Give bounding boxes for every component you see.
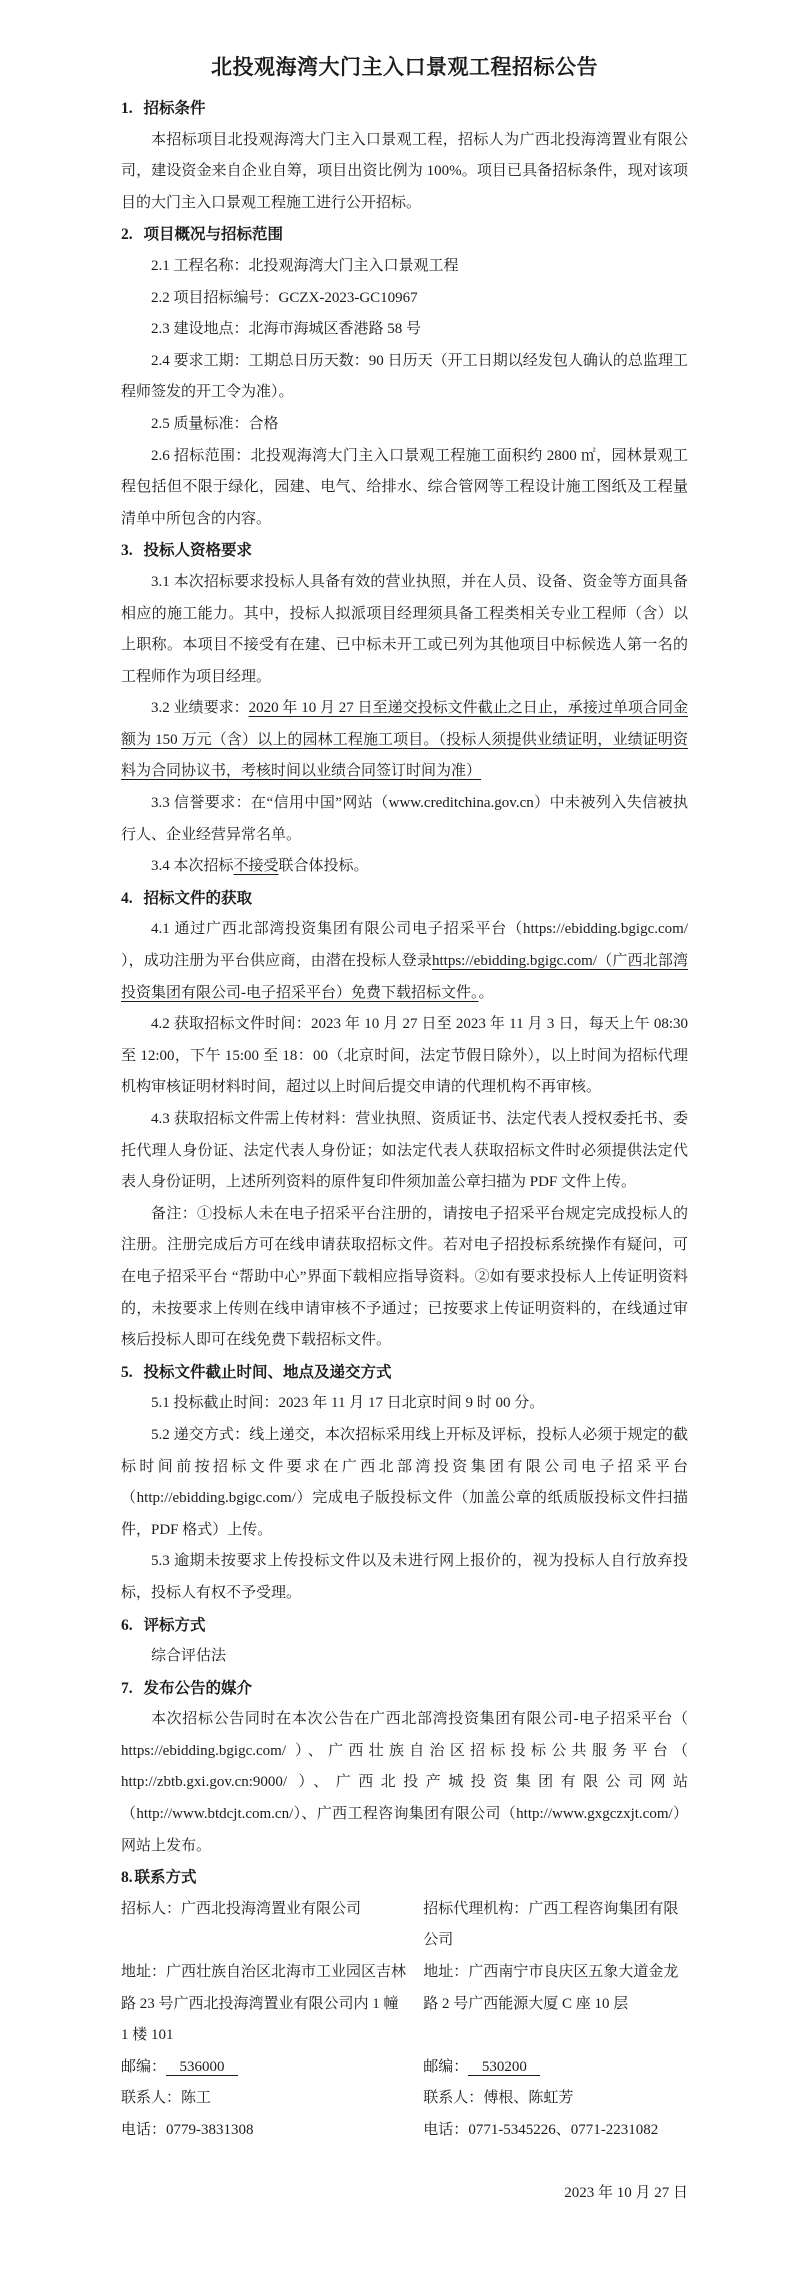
paragraph	[121, 314, 688, 346]
text-run: 2.5 质量标准：合格	[151, 415, 279, 432]
text-run: 。	[478, 984, 494, 1001]
section-heading-7	[121, 1673, 688, 1705]
paragraph	[121, 1641, 688, 1673]
paragraph	[121, 1704, 688, 1862]
text-run: 2.4 要求工期：工期总日历天数：90 日历天（开工日期以经发包人确认的总监理工程师签发的开工令为准）。	[121, 352, 688, 401]
contact-cell-left	[121, 2052, 423, 2084]
text-run: 本次招标公告同时在本次公告在广西北部湾投资集团有限公司-电子招采平台（ https://ebidding.bgigc.com/ ）、广西壮族自治区招标投标公共服务平台（ http://zbtb.gxi.gov.cn:9000/ ）、广西北投产城投资集团有限公司网站（http://www.btdcjt.com.cn/）、广西工程咨询集团有限公司（http://www.gxgczxjt.com/）网站上发布。	[121, 1711, 688, 1854]
paragraph	[121, 283, 688, 315]
contact-value: 0779-3831308	[166, 2122, 254, 2138]
contact-cell-right	[423, 1894, 688, 1957]
text-run: 2.3 建设地点：北海市海城区香港路 58 号	[151, 321, 422, 338]
contact-label: 邮编：	[423, 2058, 469, 2075]
contact-cell-right	[423, 2115, 688, 2147]
text-run: 5.1 投标截止时间：2023 年 11 月 17 日北京时间 9 时 00 分。	[151, 1395, 545, 1412]
section-number: 3.	[121, 542, 133, 560]
paragraph	[121, 693, 688, 788]
paragraph	[121, 1546, 688, 1609]
contact-cell-left	[121, 2083, 423, 2115]
underlined-text: 不接受	[233, 858, 279, 875]
document-body	[121, 93, 688, 2147]
paragraph	[121, 788, 688, 851]
contact-label: 地址：	[121, 1964, 167, 1981]
section-number: 4.	[121, 889, 133, 907]
text-run: 5.3 逾期未按要求上传投标文件以及未进行网上报价的，视为投标人自行放弃投标，投标人有权不予受理。	[121, 1553, 688, 1601]
paragraph	[121, 914, 688, 1009]
section-number: 8.	[121, 1869, 133, 1887]
text-run: 2.2 项目招标编号：GCZX-2023-GC10967	[151, 289, 418, 306]
section-heading-3	[121, 535, 688, 567]
section-heading-5	[121, 1357, 688, 1389]
paragraph	[121, 409, 688, 441]
paragraph	[121, 1420, 688, 1546]
paragraph	[121, 567, 688, 693]
contact-label: 联系人：	[423, 2090, 484, 2107]
text-run: 3.2 业绩要求：	[151, 700, 249, 717]
section-heading-4	[121, 883, 688, 915]
paragraph	[121, 851, 688, 883]
text-run: 4.1 通过广西北部湾投资集团有限公司电子招采平台（https://ebidding.bgigc.com/ ），成功注册为平台供应商，由潜在投标人登录	[121, 921, 688, 970]
text-run: 3.1 本次招标要求投标人具备有效的营业执照，并在人员、设备、资金等方面具备相应的施工能力。其中，投标人拟派项目经理须具备工程类相关专业工程师（含）以上职称。本项目不接受有在建、已中标未开工或已列为其他项目中标候选人第一名的工程师作为项目经理。	[121, 573, 688, 685]
contact-label: 地址：	[423, 1964, 469, 1981]
section-number: 6.	[121, 1616, 133, 1634]
contact-cell-left	[121, 1894, 423, 1957]
section-title: 招标文件的获取	[143, 889, 252, 907]
underlined-text: 2020 年 10 月 27 日至递交投标文件截止之日止，承接过单项合同金额为 150 万元（含）以上的园林工程施工项目。（投标人须提供业绩证明，业绩证明资料为合同协议书，考核时间以业绩合同签订时间为准）	[121, 700, 688, 780]
section-title: 发布公告的媒介	[143, 1679, 252, 1697]
section-title: 投标文件截止时间、地点及递交方式	[143, 1363, 392, 1381]
paragraph	[121, 1199, 688, 1357]
text-run: 备注：①投标人未在电子招采平台注册的，请按电子招采平台规定完成投标人的注册。注册完成后方可在线申请获取招标文件。若对电子招投标系统操作有疑问，可在电子招采平台 “帮助中心”界面下载相应指导资料。②如有要求投标人上传证明资料的，未按要求上传则在线申请审核不予通过；已按要求上传证明资料的，在线通过审核后投标人即可在线免费下载招标文件。	[121, 1205, 688, 1349]
table-row	[121, 2052, 688, 2084]
contact-value: 傅根、陈虹芳	[483, 2090, 574, 2107]
text-run: 综合评估法	[151, 1648, 227, 1665]
issue-date: 2023 年 10 月 27 日	[564, 2184, 688, 2201]
table-row	[121, 1957, 688, 2052]
text-run: 本招标项目北投观海湾大门主入口景观工程，招标人为广西北投海湾置业有限公司，建设资金来自企业自筹，项目出资比例为 100%。项目已具备招标条件，现对该项目的大门主入口景观工程施工进行公开招标。	[121, 131, 688, 211]
contact-value: 广西北投海湾置业有限公司	[181, 1900, 362, 1917]
text-run: 2.6 招标范围：北投观海湾大门主入口景观工程施工面积约 2800 ㎡，园林景观工程包括但不限于绿化，园建、电气、给排水、综合管网等工程设计施工图纸及工程量清单中所包含的内容。	[121, 447, 688, 527]
section-number: 2.	[121, 226, 133, 244]
underlined-text: https://ebidding.bgigc.com/（广西北部湾投资集团有限公司-电子招采平台）免费下载招标文件。	[121, 953, 688, 1001]
text-run: 3.3 信誉要求：在“信用中国”网站（www.creditchina.gov.cn）中未被列入失信被执行人、企业经营异常名单。	[121, 795, 688, 843]
section-heading-2	[121, 219, 688, 251]
section-title: 联系方式	[134, 1869, 197, 1887]
contact-label: 联系人：	[121, 2090, 182, 2107]
text-run: 5.2 递交方式：线上递交，本次招标采用线上开标及评标，投标人必须于规定的截标时间前按招标文件要求在广西北部湾投资集团有限公司电子招采平台（http://ebidding.bgigc.com/）完成电子版投标文件（加盖公章的纸质版投标文件扫描件，PDF 格式）上传。	[121, 1426, 688, 1538]
contact-value: 广西工程咨询集团有限公司	[423, 1900, 679, 1949]
contact-cell-right	[423, 2083, 688, 2115]
paragraph	[121, 441, 688, 536]
paragraph	[121, 1009, 688, 1104]
paragraph	[121, 125, 688, 220]
text-run: 4.2 获取招标文件时间：2023 年 10 月 27 日至 2023 年 11 月 3 日，每天上午 08:30 至 12:00，下午 15:00 至 18：00（北京时间，法定节假日除外），以上时间为招标代理机构审核证明材料时间，超过以上时间后提交申请的代理机构不再审核。	[121, 1016, 688, 1096]
contact-label: 电话：	[423, 2122, 469, 2138]
contact-value: 广西壮族自治区北海市工业园区吉林路 23 号广西北投海湾置业有限公司内 1 幢 1 楼 101	[121, 1964, 407, 2044]
section-title: 项目概况与招标范围	[143, 226, 283, 244]
contact-cell-left	[121, 2115, 423, 2147]
table-row	[121, 1894, 688, 1957]
contact-cell-left	[121, 1957, 423, 2052]
section-title: 投标人资格要求	[143, 542, 252, 560]
contact-cell-right	[423, 2052, 688, 2084]
contact-label: 招标人：	[121, 1900, 182, 1917]
text-run: 4.3 获取招标文件需上传材料：营业执照、资质证书、法定代表人授权委托书、委托代理人身份证、法定代表人身份证；如法定代表人获取招标文件时必须提供法定代表人身份证明，上述所列资料的原件复印件须加盖公章扫描为 PDF 文件上传。	[121, 1111, 688, 1191]
contact-cell-right	[423, 1957, 688, 2052]
paragraph	[121, 346, 688, 409]
paragraph	[121, 251, 688, 283]
contact-value: 530200	[468, 2059, 540, 2076]
contact-label: 邮编：	[121, 2058, 167, 2075]
contact-table	[121, 1894, 688, 2147]
paragraph	[121, 1388, 688, 1420]
contact-label: 招标代理机构：	[423, 1900, 529, 1917]
text-run: 3.4 本次招标	[151, 858, 234, 875]
table-row	[121, 2115, 688, 2147]
section-title: 评标方式	[143, 1616, 206, 1634]
section-heading-8	[121, 1862, 688, 1894]
section-heading-6	[121, 1610, 688, 1642]
contact-label: 电话：	[121, 2122, 167, 2138]
contact-value: 广西南宁市良庆区五象大道金龙路 2 号广西能源大厦 C 座 10 层	[423, 1964, 679, 2012]
section-number: 1.	[121, 100, 133, 117]
text-run: 2.1 工程名称：北投观海湾大门主入口景观工程	[151, 257, 459, 274]
table-row	[121, 2083, 688, 2115]
section-number: 7.	[121, 1679, 133, 1697]
contact-value: 536000	[166, 2059, 238, 2076]
section-number: 5.	[121, 1363, 133, 1381]
section-heading-1	[121, 93, 688, 125]
contact-value: 陈工	[181, 2090, 212, 2107]
text-run: 联合体投标。	[278, 858, 369, 875]
section-title: 招标条件	[143, 100, 206, 117]
page-title: 北投观海湾大门主入口景观工程招标公告	[211, 55, 598, 79]
contact-value: 0771-5345226、0771-2231082	[468, 2122, 659, 2138]
paragraph	[121, 1104, 688, 1199]
